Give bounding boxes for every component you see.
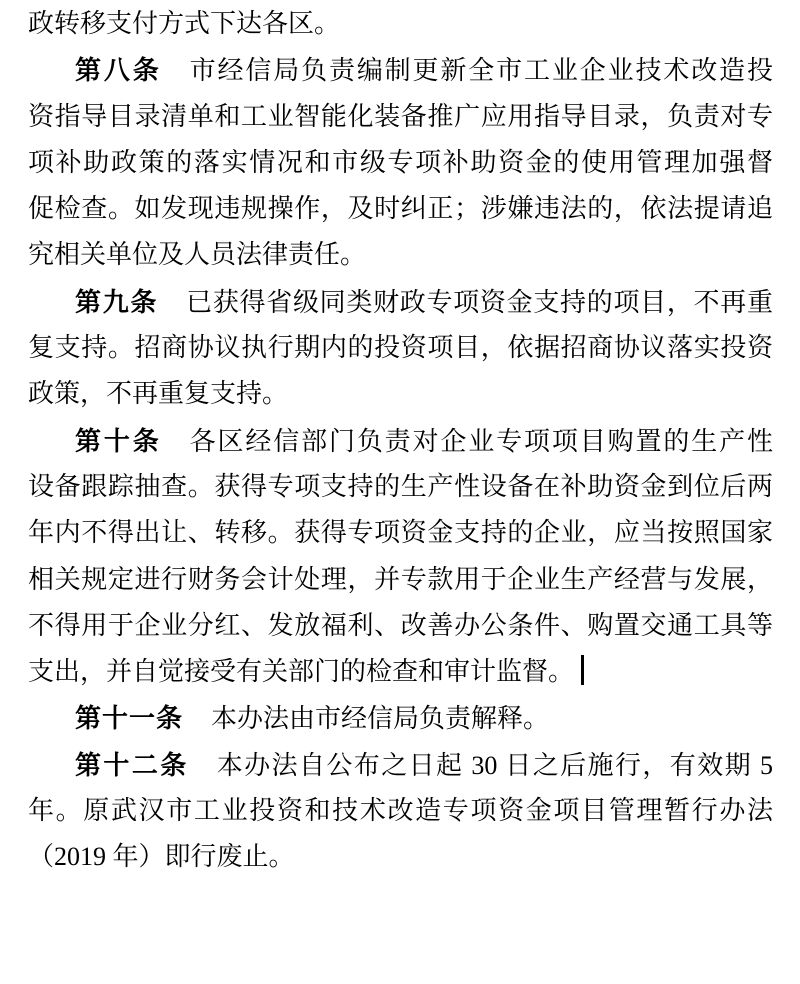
text-line-10[interactable] [28, 418, 773, 464]
text-run: 年。原武汉市工业投资和技术改造专项资金项目管理暂行办法 [28, 796, 773, 826]
text-line-19[interactable] [28, 834, 773, 880]
text-run: 各区经信部门负责对企业专项项目购置的生产性 [189, 426, 773, 456]
text-run: （2019 年）即行废止。 [28, 842, 295, 872]
text-line-8[interactable] [28, 325, 773, 371]
article-number: 第十二条 [75, 749, 189, 780]
text-line-13[interactable] [28, 557, 773, 603]
text-line-1[interactable] [28, 1, 773, 47]
text-line-6[interactable] [28, 232, 773, 278]
text-run: 不得用于企业分红、发放福利、改善办公条件、购置交通工具等 [28, 610, 773, 640]
text-line-7[interactable] [28, 279, 773, 325]
text-line-2[interactable] [28, 47, 773, 93]
text-run: 本办法自公布之日起 30 日之后施行，有效期 5 [216, 750, 773, 780]
text-run: 政转移支付方式下达各区。 [28, 9, 341, 38]
text-line-15[interactable] [28, 649, 773, 695]
text-run: 已获得省级同类财政专项资金支持的项目，不再重 [186, 287, 773, 317]
text-line-3[interactable] [28, 94, 773, 140]
text-line-9[interactable] [28, 371, 773, 417]
text-run: 本办法由市经信局负责解释。 [211, 704, 550, 734]
text-line-16[interactable] [28, 695, 773, 741]
text-cursor [581, 655, 584, 685]
text-run: 相关规定进行财务会计处理，并专款用于企业生产经营与发展， [28, 564, 773, 594]
article-number: 第八条 [75, 55, 162, 86]
text-run: 究相关单位及人员法律责任。 [28, 240, 367, 270]
text-run: 复支持。招商协议执行期内的投资项目，依据招商协议落实投资 [28, 333, 773, 363]
article-number: 第九条 [75, 286, 159, 317]
text-run: 资指导目录清单和工业智能化装备推广应用指导目录，负责对专 [28, 101, 773, 131]
text-run: 设备跟踪抽查。获得专项支持的生产性设备在补助资金到位后两 [28, 471, 773, 501]
text-line-11[interactable] [28, 464, 773, 510]
article-number: 第十一条 [75, 703, 184, 734]
text-run: 支出，并自觉接受有关部门的检查和审计监督。 [28, 657, 575, 687]
text-run: 项补助政策的落实情况和市级专项补助资金的使用管理加强督 [28, 147, 773, 177]
text-line-18[interactable] [28, 788, 773, 834]
text-run: 促检查。如发现违规操作，及时纠正；涉嫌违法的，依法提请追 [28, 194, 773, 224]
text-run: 市经信局负责编制更新全市工业企业技术改造投 [189, 56, 773, 86]
text-line-4[interactable] [28, 140, 773, 186]
article-number: 第十条 [75, 425, 162, 456]
text-line-14[interactable] [28, 603, 773, 649]
text-run: 政策，不再重复支持。 [28, 379, 289, 409]
text-line-12[interactable] [28, 510, 773, 556]
text-line-5[interactable] [28, 186, 773, 232]
text-run: 年内不得出让、转移。获得专项资金支持的企业，应当按照国家 [28, 518, 773, 548]
text-line-17[interactable] [28, 742, 773, 788]
